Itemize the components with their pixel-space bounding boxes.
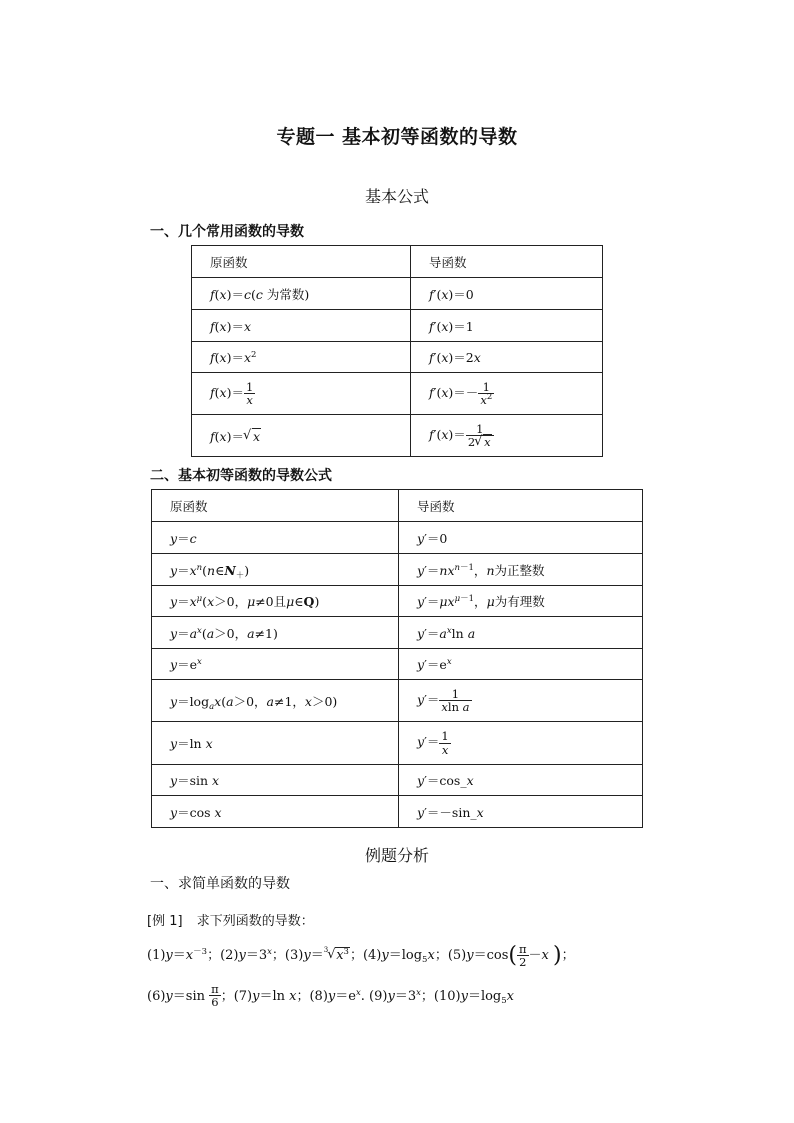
table-row: [192, 310, 603, 342]
example-header: [147, 910, 314, 929]
formula-cell: y＝c: [152, 522, 399, 554]
table-row: [192, 342, 603, 373]
formula-cell: y′＝cos_x: [399, 765, 643, 796]
common-derivatives-table: [191, 245, 603, 457]
page-title: 专题一 基本初等函数的导数: [276, 126, 518, 148]
table-row: [152, 586, 643, 617]
formula-cell: $f(x)=x^2$: [192, 342, 411, 373]
section3-heading: 一、求简单函数的导数: [150, 876, 290, 892]
section-heading-examples: 例题分析: [364, 846, 429, 865]
table-row: [152, 554, 643, 586]
example-line-1: $(1)y=x^{-3}$；$(2)y=3^x$；(3)y＝$^3$√ $x^3$；$(4)y=\log_5x$；(5)y＝cos( $\frac{\pi}{2}$ －x )；: [147, 943, 575, 968]
formula-cell: f(x)＝c(c 为常数): [192, 278, 411, 310]
table-row: [152, 796, 643, 828]
formula-cell: $y=e^x$: [152, 649, 399, 680]
table-header-row: [152, 490, 643, 522]
formula-cell: f′(x)＝1: [411, 310, 603, 342]
formula-cell: y′＝ $\frac{1}{x}$: [399, 722, 643, 765]
formula-cell: y′＝ $\frac{1}{\text{xln a}}$: [399, 680, 643, 722]
formula-cell: y＝ln x: [152, 722, 399, 765]
section-heading-formulas: 基本公式: [364, 187, 429, 206]
formula-cell: f′(x)＝－ $\frac{1}{x^2}$: [411, 373, 603, 415]
table-row: [152, 680, 643, 722]
table-header-derivative: 导函数: [399, 490, 643, 522]
example-label: [例 1]: [147, 914, 183, 929]
formula-cell: $y=a^x(a>0$，a≠1): [152, 617, 399, 649]
table-header-derivative: 导函数: [411, 246, 603, 278]
elementary-derivatives-table: [151, 489, 643, 828]
table-row: [152, 522, 643, 554]
table-row: [152, 649, 643, 680]
formula-cell: f′(x)＝ $\frac{1}{2√ x}$: [411, 415, 603, 457]
section1-heading: 一、几个常用函数的导数: [150, 224, 304, 240]
formula-cell: $y'=e^x$: [399, 649, 643, 680]
formula-cell: $y=x^\mu(x>0$，μ≠0且μ∈Q): [152, 586, 399, 617]
formula-cell: $y'=nx^{n-1}$，n为正整数: [399, 554, 643, 586]
table-row: [152, 617, 643, 649]
formula-cell: f(x)＝x: [192, 310, 411, 342]
formula-cell: y＝cos x: [152, 796, 399, 828]
table-header-row: [192, 246, 603, 278]
formula-cell: f(x)＝√ x: [192, 415, 411, 457]
example-prompt: 求下列函数的导数：: [196, 914, 314, 929]
formula-cell: $y'=\mu x^{\mu-1}$，μ为有理数: [399, 586, 643, 617]
formula-cell: y′＝0: [399, 522, 643, 554]
formula-cell: f(x)＝ $\frac{1}{x}$: [192, 373, 411, 415]
formula-cell: y＝sin x: [152, 765, 399, 796]
table-header-original: 原函数: [192, 246, 411, 278]
table-row: [152, 722, 643, 765]
formula-cell: $y'=a^x\ln$ a: [399, 617, 643, 649]
formula-cell: $y=\log_ax(a>0$，a≠1，x＞0): [152, 680, 399, 722]
table-row: [192, 373, 603, 415]
table-row: [152, 765, 643, 796]
example-line-2: (6)y＝sin $\frac{\pi}{6}$ ；(7)y＝ln x；$(8)y=e^x$. $(9)y=3^x$；$(10)y=\log_5x$: [147, 982, 515, 1010]
section2-heading: 二、基本初等函数的导数公式: [150, 468, 332, 484]
table-header-original: 原函数: [152, 490, 399, 522]
table-row: [192, 278, 603, 310]
formula-cell: y′＝－sin_x: [399, 796, 643, 828]
formula-cell: f′(x)＝2x: [411, 342, 603, 373]
formula-cell: f′(x)＝0: [411, 278, 603, 310]
table-row: [192, 415, 603, 457]
formula-cell: $y=x^n(n\in N_+)$: [152, 554, 399, 586]
